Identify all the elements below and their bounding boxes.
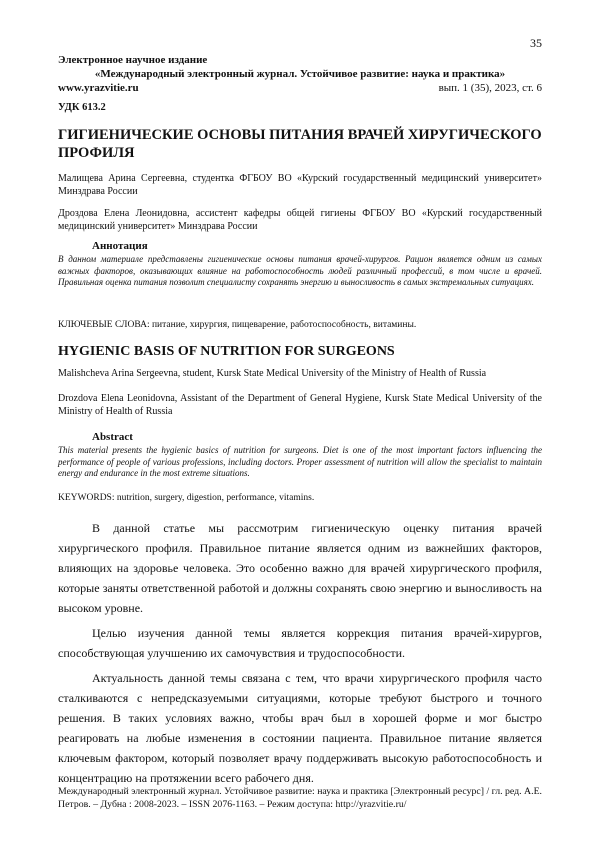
keywords-ru: КЛЮЧЕВЫЕ СЛОВА: питание, хирургия, пищеварение, работоспособность, витамины. [58,320,417,330]
abstract-heading: Abstract [92,431,133,443]
author-ru-2: Дроздова Елена Леонидовна, ассистент кафедры общей гигиены ФГБОУ ВО «Курский государственный медицинский университет» Минздрава России [58,208,542,232]
author-en-1: Malishcheva Arina Sergeevna, student, Kursk State Medical University of the Ministry of Health of Russia [58,368,487,379]
body-paragraph: В данной статье мы рассмотрим гигиеническую оценку питания врачей хирургического профиля. Правильное питание является одним из важнейших факторов, влияющих на здоровье человека. Это особенно важно для врачей хирургического профиля, которые заняты ответственной работой и должны сохранять свою энергию и выносливость на высоком уровне. [58,521,542,615]
keywords-en: KEYWORDS: nutrition, surgery, digestion, performance, vitamins. [58,493,315,503]
author-en-2: Drozdova Elena Leonidovna, Assistant of the Department of General Hygiene, Kursk State Medical University of the Ministry of Health of Russia [58,393,542,417]
abstract-text: This material presents the hygienic basics of nutrition for surgeons. Diet is one of the most important factors influencing the performance of people of various professions, including doctors. Proper assessment of nutrition will allow the specialist to maintain energy and endurance in the most extreme situations. [58,445,542,479]
page-footer: Международный электронный журнал. Устойчивое развитие: наука и практика [Электронный ресурс] / гл. ред. А.Е. Петров. – Дубна : 2008-2023. – ISSN 2076-1163. – Режим доступа: http://yrazvitie.ru/ [58,786,542,810]
article-body [58,518,542,793]
body-paragraph: Актуальность данной темы связана с тем, что врачи хирургического профиля часто сталкиваются с непредсказуемыми ситуациями, которые требуют быстрого и точного решения. В таких условиях важно, чтобы врач был в хорошей форме и мог быстро реагировать на любые изменения в состоянии пациента. Правильное питание является ключевым фактором, который позволяет врачу поддерживать высокую работоспособность и концентрацию на протяжении всего рабочего дня. [58,671,542,785]
body-paragraph: Целью изучения данной темы является коррекция питания врачей-хирургов, способствующая улучшению их самочувствия и трудоспособности. [58,626,542,660]
article-title-en: HYGIENIC BASIS OF NUTRITION FOR SURGEONS [58,344,395,359]
page-number: 35 [530,36,542,50]
annotation-text: В данном материале представлены гигиенические основы питания врачей-хирургов. Рацион является одним из самых важных факторов, оказывающих влияние на работоспособность людей различный профессий, в том числе и врачей. Правильная оценка питания позволит специалисту сохранять энергию и выносливость в самых экстремальных ситуациях. [58,254,542,288]
header-site-issue-row [58,81,542,95]
header-site-link[interactable]: www.yrazvitie.ru [58,82,139,94]
header-publication-type: Электронное научное издание [58,54,208,66]
header-journal-name: «Международный электронный журнал. Устойчивое развитие: наука и практика» [94,68,506,80]
author-ru-1: Малищева Арина Сергеевна, студентка ФГБОУ ВО «Курский государственный медицинский университет» Минздрава России [58,173,542,197]
annotation-heading: Аннотация [92,240,148,252]
udk-code: УДК 613.2 [58,102,106,113]
article-title-ru: ГИГИЕНИЧЕСКИЕ ОСНОВЫ ПИТАНИЯ ВРАЧЕЙ ХИРУГИЧЕСКОГО ПРОФИЛЯ [58,127,542,161]
header-issue: вып. 1 (35), 2023, ст. 6 [438,82,542,94]
